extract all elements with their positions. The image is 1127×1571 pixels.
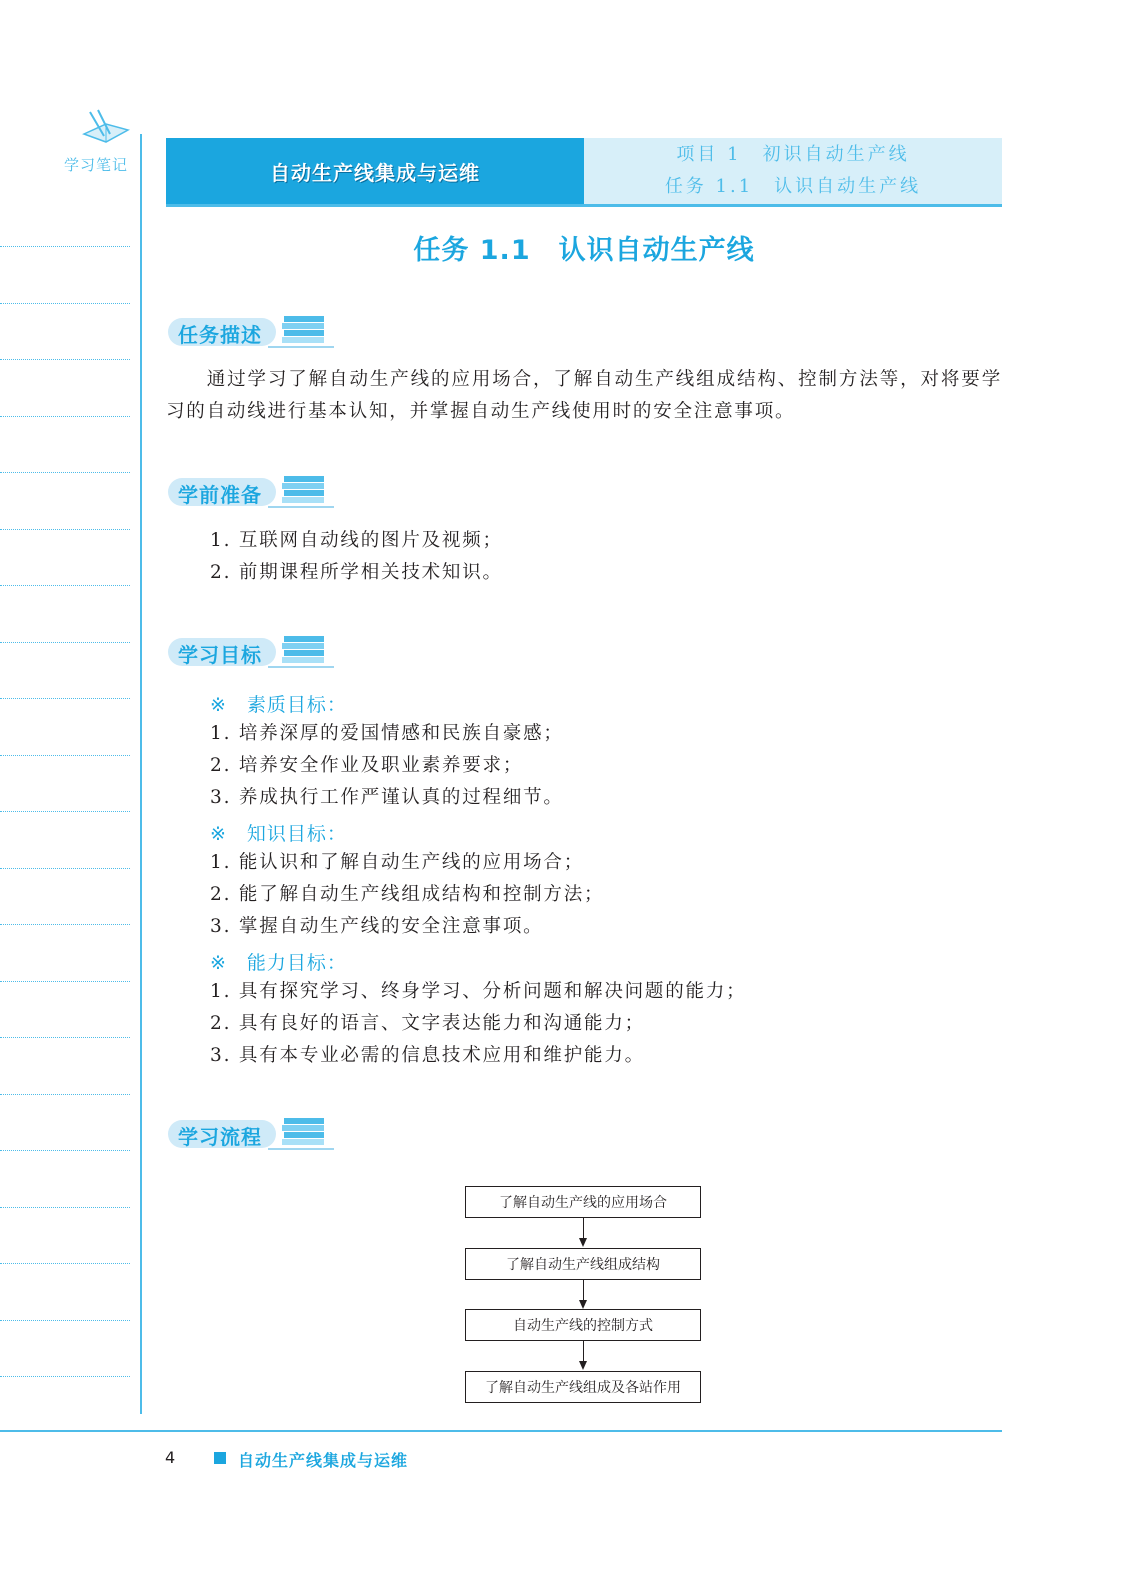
- preparation-list: [210, 525, 503, 589]
- notes-label: 学习笔记: [64, 156, 129, 174]
- section-tag-preparation: [168, 470, 333, 510]
- list-item: 1. 具有探究学习、终身学习、分析问题和解决问题的能力；: [210, 981, 747, 1002]
- footer-book-title: 自动生产线集成与运维: [238, 1451, 409, 1470]
- header-task: 任务 1.1 认识自动生产线: [664, 176, 922, 197]
- flow-arrow: [583, 1218, 584, 1238]
- ability-goals-list: [210, 976, 746, 1072]
- list-item: 3. 掌握自动生产线的安全注意事项。: [210, 916, 544, 937]
- list-item: 2. 能了解自动生产线组成结构和控制方法；: [210, 884, 605, 905]
- page-title: [166, 228, 1002, 267]
- quality-goals-list: [210, 718, 564, 814]
- section-tag-process: [168, 1112, 333, 1152]
- footer-rule: [0, 1430, 1002, 1432]
- flow-arrowhead: [579, 1238, 587, 1247]
- notes-dotted-line: [0, 698, 130, 699]
- notes-dotted-line: [0, 755, 130, 756]
- notes-dotted-line: [0, 585, 130, 586]
- list-item: 1. 互联网自动线的图片及视频；: [210, 530, 503, 551]
- flow-arrowhead: [579, 1361, 587, 1370]
- books-icon: [280, 470, 328, 506]
- flow-step: 了解自动生产线组成及各站作用: [465, 1371, 701, 1403]
- flow-step: 了解自动生产线的应用场合: [465, 1186, 701, 1218]
- flow-step: 了解自动生产线组成结构: [465, 1248, 701, 1280]
- notes-dotted-line: [0, 359, 130, 360]
- list-item: 1. 培养深厚的爱国情感和民族自豪感；: [210, 723, 564, 744]
- notes-dotted-line: [0, 1320, 130, 1321]
- flow-step: 自动生产线的控制方式: [465, 1309, 701, 1341]
- header-book-title: 自动生产线集成与运维: [270, 160, 480, 185]
- knowledge-goals-label: ※ 知识目标：: [210, 823, 347, 845]
- list-item: 2. 培养安全作业及职业素养要求；: [210, 755, 524, 776]
- notes-dotted-line: [0, 1150, 130, 1151]
- page-title-number: 任务 1.1: [413, 235, 531, 266]
- flow-arrow: [583, 1280, 584, 1300]
- description-text: 通过学习了解自动生产线的应用场合，了解自动生产线组成结构、控制方法等，对将要学习的自动线进行基本认知，并掌握自动生产线使用时的安全注意事项。: [166, 369, 1002, 422]
- notes-dotted-line: [0, 642, 130, 643]
- footer-square-icon: [214, 1452, 226, 1464]
- header-rule: [166, 204, 1002, 207]
- list-item: 2. 具有良好的语言、文字表达能力和沟通能力；: [210, 1013, 645, 1034]
- list-item: 1. 能认识和了解自动生产线的应用场合；: [210, 852, 585, 873]
- header-book-title-band: [166, 138, 584, 204]
- section-heading: 学习目标: [178, 643, 262, 667]
- notes-dotted-line: [0, 1376, 130, 1377]
- quality-goals-label: ※ 素质目标：: [210, 694, 347, 716]
- notes-dotted-line: [0, 811, 130, 812]
- section-heading: 学前准备: [178, 483, 262, 507]
- section-tag-goals: [168, 630, 333, 670]
- knowledge-goals-list: [210, 847, 604, 943]
- ability-goals-label: ※ 能力目标：: [210, 952, 347, 974]
- header-project: 项目 1 初识自动生产线: [676, 144, 910, 165]
- list-item: 2. 前期课程所学相关技术知识。: [210, 562, 503, 583]
- header-breadcrumb: [584, 138, 1002, 204]
- page-number: 4: [165, 1448, 176, 1467]
- notes-dotted-line: [0, 1207, 130, 1208]
- section-tag-description: [168, 310, 333, 350]
- notes-dotted-line: [0, 529, 130, 530]
- notes-dotted-line: [0, 924, 130, 925]
- notes-dotted-line: [0, 1094, 130, 1095]
- notebook-icon: [80, 108, 132, 148]
- notes-dotted-line: [0, 1037, 130, 1038]
- flow-arrow: [583, 1341, 584, 1361]
- page-title-name: 认识自动生产线: [558, 235, 755, 266]
- notes-dotted-line: [0, 472, 130, 473]
- books-icon: [280, 1112, 328, 1148]
- notes-dotted-line: [0, 1263, 130, 1264]
- notes-dotted-line: [0, 246, 130, 247]
- notes-dotted-line: [0, 868, 130, 869]
- section-heading: 学习流程: [178, 1125, 262, 1149]
- list-item: 3. 具有本专业必需的信息技术应用和维护能力。: [210, 1045, 645, 1066]
- notes-dotted-line: [0, 981, 130, 982]
- list-item: 3. 养成执行工作严谨认真的过程细节。: [210, 787, 564, 808]
- flow-arrowhead: [579, 1300, 587, 1309]
- section-heading: 任务描述: [178, 323, 262, 347]
- notes-dotted-line: [0, 303, 130, 304]
- books-icon: [280, 310, 328, 346]
- notes-dotted-line: [0, 416, 130, 417]
- books-icon: [280, 630, 328, 666]
- notes-margin-line: [140, 134, 142, 1414]
